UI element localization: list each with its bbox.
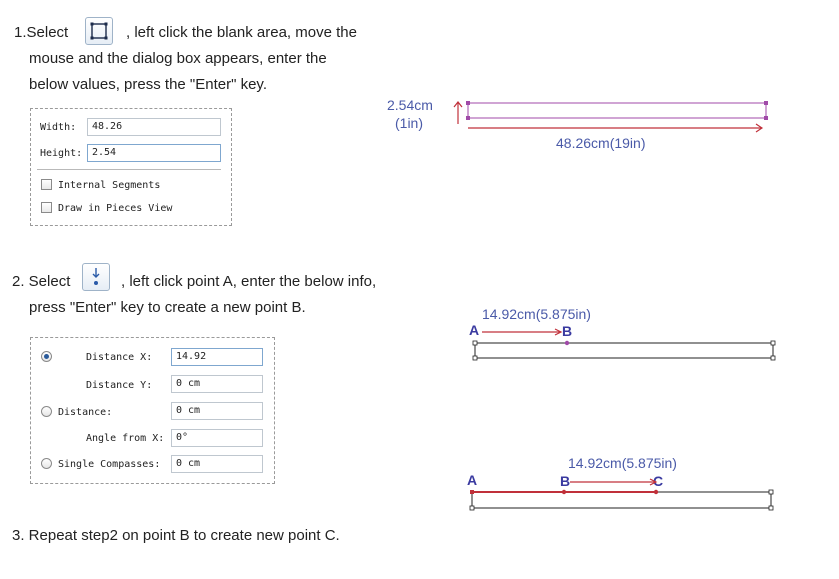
internal-segments-checkbox[interactable] [41, 179, 52, 190]
rectangle-tool-icon[interactable] [85, 17, 113, 45]
distance-input[interactable]: 0 cm [171, 402, 263, 420]
step3-point-c-marker [654, 490, 658, 494]
rectangle-tool-glyph [86, 18, 112, 44]
step2-dimension-label: 14.92cm(5.875in) [482, 306, 591, 322]
distance-radio[interactable] [41, 406, 52, 417]
step3-dimension-label: 14.92cm(5.875in) [568, 455, 677, 471]
step2-point-b-label: B [562, 323, 573, 339]
step2-arrow [482, 329, 561, 335]
distance-label: Distance: [58, 407, 113, 418]
single-compasses-label: Single Compasses: [58, 459, 161, 470]
height-dimension-inches: (1in) [395, 115, 424, 131]
single-compasses-radio[interactable] [41, 458, 52, 469]
angle-label: Angle from X: [86, 433, 165, 444]
step3-point-b-label: B [560, 473, 571, 489]
step2-select-text: 2. Select [12, 273, 71, 290]
point-dialog [30, 337, 275, 484]
step1-select-text: Select [26, 24, 69, 41]
width-arrow [468, 124, 762, 132]
step3-text: 3. Repeat step2 on point B to create new point C. [12, 527, 340, 544]
width-dimension-label: 48.26cm(19in) [556, 135, 646, 151]
distance-x-label: Distance X: [86, 352, 153, 363]
height-arrow [454, 102, 462, 124]
step3-arrow [570, 479, 656, 485]
draw-in-pieces-checkbox[interactable] [41, 202, 52, 213]
step2-line1-rest: , left click point A, enter the below info, [121, 273, 377, 290]
height-label: Height: [40, 148, 83, 159]
step1-line2: mouse and the dialog box appears, enter the [29, 50, 327, 67]
step3-diagram [466, 478, 780, 512]
width-label: Width: [40, 122, 77, 133]
angle-input[interactable]: 0° [171, 429, 263, 447]
point-tool-icon[interactable] [82, 263, 110, 291]
step2-point-b-marker [565, 341, 569, 345]
step2-line2: press "Enter" key to create a new point B. [29, 299, 306, 316]
rectangle-dialog [30, 108, 232, 226]
height-input[interactable]: 2.54 [87, 144, 221, 162]
dialog-divider [37, 169, 221, 170]
step1-number: 1. [14, 24, 27, 41]
step3-point-b-marker [562, 490, 566, 494]
distance-x-input[interactable]: 14.92 [171, 348, 263, 366]
rectangle-diagram [448, 94, 778, 134]
step3-point-c-label: C [653, 473, 664, 489]
distance-y-label: Distance Y: [86, 380, 153, 391]
width-input[interactable]: 48.26 [87, 118, 221, 136]
point-tool-glyph [83, 264, 109, 290]
height-dimension-label: 2.54cm [387, 97, 433, 113]
step1-line3: below values, press the "Enter" key. [29, 76, 267, 93]
draw-in-pieces-label: Draw in Pieces View [58, 203, 173, 214]
distance-xy-radio[interactable] [41, 351, 52, 362]
step2-diagram [468, 328, 782, 362]
internal-segments-label: Internal Segments [58, 180, 161, 191]
step2-point-a-label: A [469, 322, 480, 338]
step3-point-a-label: A [467, 472, 478, 488]
step1-line1-rest: , left click the blank area, move the [126, 24, 357, 41]
single-compasses-input[interactable]: 0 cm [171, 455, 263, 473]
step1-line1 [14, 20, 68, 46]
distance-y-input[interactable]: 0 cm [171, 375, 263, 393]
